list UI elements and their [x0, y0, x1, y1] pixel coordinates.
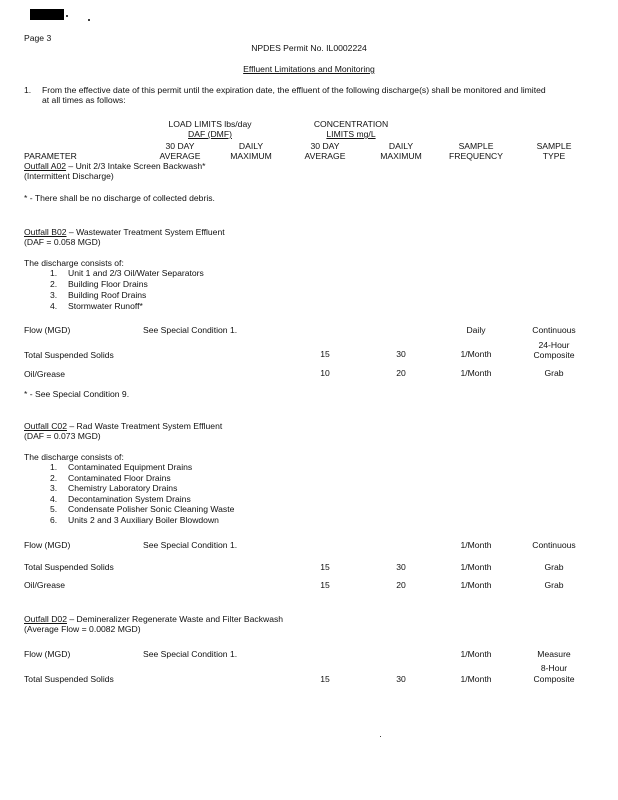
- header-limits-mgl: LIMITS mg/L: [326, 129, 376, 139]
- b02-tss-avg: 15: [320, 349, 330, 359]
- scan-speck: [66, 15, 68, 17]
- list-item: Unit 1 and 2/3 Oil/Water Separators: [68, 268, 204, 278]
- list-item: Contaminated Floor Drains: [68, 473, 171, 483]
- d02-tss-avg: 15: [320, 674, 330, 684]
- b02-tss-frequency: 1/Month: [460, 349, 492, 359]
- c02-oil-type: Grab: [544, 580, 564, 590]
- intro-number: 1.: [24, 85, 32, 95]
- outfall-c02-title: [24, 421, 222, 431]
- header-type: TYPE: [542, 151, 566, 161]
- header-load-limits: LOAD LIMITS lbs/day: [168, 119, 252, 129]
- header-sample-freq: SAMPLE: [458, 141, 494, 151]
- outfall-b02-desc: – Wastewater Treatment System Effluent: [66, 227, 225, 237]
- outfall-c02-desc: – Rad Waste Treatment System Effluent: [67, 421, 223, 431]
- outfall-a02-name: Outfall A02: [24, 161, 67, 171]
- header-sample-type: SAMPLE: [536, 141, 572, 151]
- b02-tss-type-1: 24-Hour: [538, 340, 570, 350]
- d02-flow-condition: See Special Condition 1.: [143, 649, 238, 659]
- outfall-c02-name: Outfall C02: [24, 421, 67, 431]
- b02-flow-type: Continuous: [532, 325, 576, 335]
- c02-tss-frequency: 1/Month: [460, 562, 492, 572]
- list-number: 3.: [50, 290, 58, 300]
- outfall-c02-daf: (DAF = 0.073 MGD): [24, 431, 101, 441]
- outfall-a02-note: * - There shall be no discharge of collected debris.: [24, 193, 215, 203]
- c02-tss-type: Grab: [544, 562, 564, 572]
- outfall-b02-name: Outfall B02: [24, 227, 67, 237]
- b02-oil-frequency: 1/Month: [460, 368, 492, 378]
- header-concentration: CONCENTRATION: [313, 119, 389, 129]
- b02-flow-condition: See Special Condition 1.: [143, 325, 238, 335]
- list-number: 3.: [50, 483, 58, 493]
- list-number: 1.: [50, 268, 58, 278]
- b02-tss-type-2: Composite: [533, 350, 575, 360]
- c02-oil-frequency: 1/Month: [460, 580, 492, 590]
- list-item: Stormwater Runoff*: [68, 301, 143, 311]
- header-30day-conc: 30 DAY: [310, 141, 340, 151]
- header-daily-load: DAILY: [238, 141, 264, 151]
- header-average-load: AVERAGE: [159, 151, 201, 161]
- c02-oil-max: 20: [396, 580, 406, 590]
- header-average-conc: AVERAGE: [304, 151, 346, 161]
- page-label: Page 3: [24, 33, 52, 43]
- list-item: Units 2 and 3 Auxiliary Boiler Blowdown: [68, 515, 219, 525]
- header-daf: DAF (DMF): [188, 129, 232, 139]
- d02-tss-frequency: 1/Month: [460, 674, 492, 684]
- list-item: Building Roof Drains: [68, 290, 147, 300]
- header-30day-load: 30 DAY: [165, 141, 195, 151]
- b02-oil-max: 20: [396, 368, 406, 378]
- b02-tss-param: Total Suspended Solids: [24, 350, 114, 360]
- outfall-b02-consists: The discharge consists of:: [24, 258, 124, 268]
- c02-tss-avg: 15: [320, 562, 330, 572]
- outfall-b02-title: [24, 227, 225, 237]
- list-number: 1.: [50, 462, 58, 472]
- scan-speck: [380, 736, 381, 737]
- outfall-a02-desc: – Unit 2/3 Intake Screen Backwash*: [66, 161, 206, 171]
- scan-speck: [88, 19, 90, 21]
- header-parameter: PARAMETER: [24, 151, 77, 161]
- list-item: Condensate Polisher Sonic Cleaning Waste: [68, 504, 235, 514]
- c02-oil-avg: 15: [320, 580, 330, 590]
- list-number: 5.: [50, 504, 58, 514]
- intro-line-1: From the effective date of this permit until the expiration date, the effluent of the following discharge(s) shall be monitored and limited: [42, 85, 546, 95]
- redaction-block: [30, 9, 64, 20]
- c02-flow-param: Flow (MGD): [24, 540, 71, 550]
- d02-tss-max: 30: [396, 674, 406, 684]
- d02-flow-type: Measure: [537, 649, 571, 659]
- list-item: Decontamination System Drains: [68, 494, 191, 504]
- section-title: Effluent Limitations and Monitoring: [243, 64, 375, 74]
- header-maximum-load: MAXIMUM: [230, 151, 272, 161]
- outfall-d02-avg-flow: (Average Flow = 0.0082 MGD): [24, 624, 141, 634]
- b02-oil-param: Oil/Grease: [24, 369, 66, 379]
- list-item: Chemistry Laboratory Drains: [68, 483, 178, 493]
- c02-flow-condition: See Special Condition 1.: [143, 540, 238, 550]
- b02-tss-max: 30: [396, 349, 406, 359]
- outfall-b02-daf: (DAF = 0.058 MGD): [24, 237, 101, 247]
- list-item: Contaminated Equipment Drains: [68, 462, 193, 472]
- header-maximum-conc: MAXIMUM: [380, 151, 422, 161]
- c02-flow-frequency: 1/Month: [460, 540, 492, 550]
- outfall-b02-note: * - See Special Condition 9.: [24, 389, 130, 399]
- d02-flow-param: Flow (MGD): [24, 649, 71, 659]
- header-daily-conc: DAILY: [388, 141, 414, 151]
- list-number: 4.: [50, 494, 58, 504]
- outfall-a02-title: [24, 161, 206, 171]
- list-number: 2.: [50, 279, 58, 289]
- list-number: 2.: [50, 473, 58, 483]
- list-number: 6.: [50, 515, 58, 525]
- d02-tss-param: Total Suspended Solids: [24, 674, 114, 684]
- b02-flow-param: Flow (MGD): [24, 325, 71, 335]
- d02-flow-frequency: 1/Month: [460, 649, 492, 659]
- outfall-d02-name: Outfall D02: [24, 614, 67, 624]
- list-item: Building Floor Drains: [68, 279, 148, 289]
- b02-oil-type: Grab: [544, 368, 564, 378]
- permit-number: NPDES Permit No. IL0002224: [251, 43, 367, 53]
- d02-tss-type-1: 8-Hour: [540, 663, 568, 673]
- b02-flow-frequency: Daily: [466, 325, 486, 335]
- list-number: 4.: [50, 301, 58, 311]
- c02-flow-type: Continuous: [532, 540, 576, 550]
- c02-tss-max: 30: [396, 562, 406, 572]
- c02-oil-param: Oil/Grease: [24, 580, 66, 590]
- outfall-c02-consists: The discharge consists of:: [24, 452, 124, 462]
- intro-line-2: at all times as follows:: [42, 95, 126, 105]
- b02-oil-avg: 10: [320, 368, 330, 378]
- header-frequency: FREQUENCY: [449, 151, 503, 161]
- outfall-d02-title: [24, 614, 283, 624]
- outfall-a02-sub: (Intermittent Discharge): [24, 171, 114, 181]
- outfall-d02-desc: – Demineralizer Regenerate Waste and Filter Backwash: [67, 614, 284, 624]
- c02-tss-param: Total Suspended Solids: [24, 562, 114, 572]
- d02-tss-type-2: Composite: [533, 674, 575, 684]
